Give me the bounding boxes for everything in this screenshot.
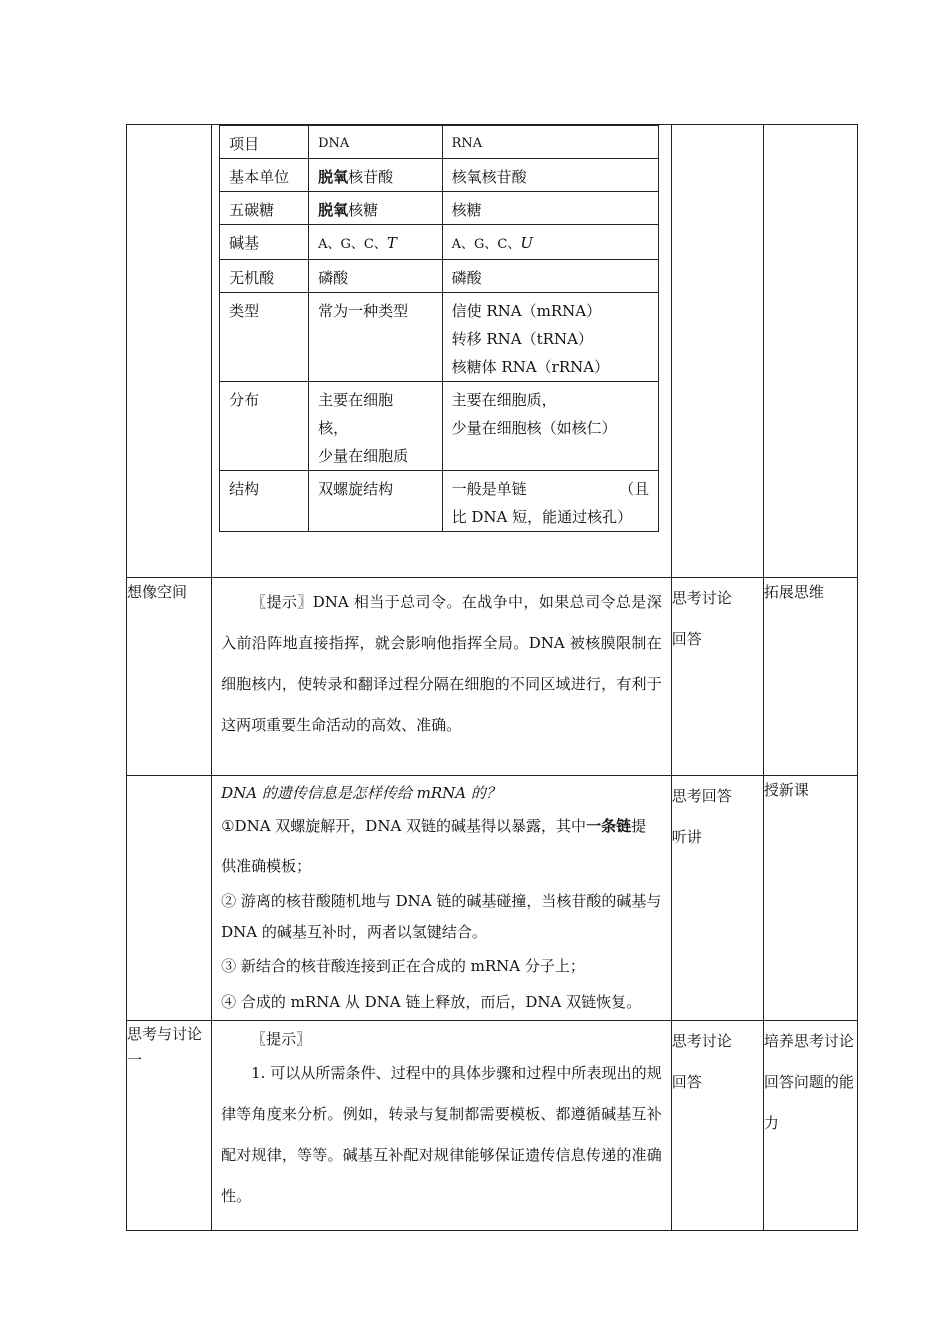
bold-text: 一条链	[586, 817, 632, 835]
comparison-activity-cell	[671, 125, 763, 578]
row-item: 结构	[220, 471, 309, 532]
row-dna-text: A、G、C、	[318, 237, 387, 252]
row-dna	[309, 225, 443, 260]
step-2: ② 游离的核苷酸随机地与 DNA 链的碱基碰撞，当核苷酸的碱基与 DNA 的碱基互补时，两者以氢键结合。	[221, 892, 662, 941]
dna-dist-line: 主要在细胞	[318, 391, 394, 409]
section-label: 想像空间	[127, 578, 212, 776]
section-label	[127, 776, 212, 1021]
row-dna: 双螺旋结构	[309, 471, 443, 532]
section-text: 1. 可以从所需条件、过程中的具体步骤和过程中所表现出的规律等角度来分析。例如，转录与复制都需要模板、都遵循碱基互补配对规律，等等。碱基互补配对规律能够保证遗传信息传递的准确性。	[221, 1064, 662, 1205]
italic-letter: T	[386, 234, 397, 252]
row-rna	[442, 382, 658, 471]
row-dna-text: 核糖	[348, 201, 379, 219]
italic-letter: U	[520, 234, 534, 252]
activity-cell	[671, 578, 763, 776]
section-content-cell	[212, 1021, 672, 1231]
purpose-cell	[763, 776, 857, 1021]
purpose-cell	[763, 578, 857, 776]
row-rna	[442, 293, 658, 382]
row-item: 类型	[220, 293, 309, 382]
rna-structure-text: （且	[619, 480, 650, 498]
step-1-continued: 供准确模板；	[221, 857, 312, 875]
row-item: 无机酸	[220, 260, 309, 293]
question-text: DNA 的遗传信息是怎样传给 mRNA 的？	[221, 784, 501, 802]
rna-dist-line: 主要在细胞质，	[451, 391, 557, 409]
step-4: ④ 合成的 mRNA 从 DNA 链上释放，而后，DNA 双链恢复。	[221, 993, 642, 1011]
step-1	[221, 806, 662, 846]
header-rna: RNA	[442, 126, 658, 159]
section-discussion	[127, 1021, 858, 1231]
step-3: ③ 新结合的核苷酸连接到正在合成的 mRNA 分子上；	[221, 957, 585, 975]
rna-type-line: 转移 RNA（tRNA）	[451, 330, 593, 348]
lesson-plan-table	[126, 124, 858, 1231]
section-text: 〖提示〗DNA 相当于总司令。在战争中，如果总司令总是深入前沿阵地直接指挥，就会影响他指挥全局。DNA 被核膜限制在细胞核内，使转录和翻译过程分隔在细胞的不同区域进行，有利于这两项重要生命活动的高效、准确。	[221, 593, 662, 734]
hint-text: 〖提示〗	[251, 1030, 312, 1048]
row-dna-text: 核苷酸	[348, 168, 394, 186]
comparison-content-cell	[212, 125, 672, 578]
row-item: 基本单位	[220, 159, 309, 192]
rna-dist-line: 少量在细胞核（如核仁）	[451, 419, 617, 437]
activity-text: 听讲	[671, 828, 702, 846]
row-rna: 核氧核苷酸	[442, 159, 658, 192]
comparison-row	[127, 125, 858, 578]
dna-dist-line: 少量在细胞质	[318, 447, 409, 465]
purpose-cell	[763, 1021, 857, 1231]
purpose-text: 授新课	[763, 781, 809, 799]
dna-rna-comparison-table	[219, 125, 659, 532]
row-item: 五碳糖	[220, 192, 309, 225]
purpose-text: 培养思考讨论回答问题的能力	[763, 1032, 854, 1132]
section-transcription	[127, 776, 858, 1021]
activity-cell	[671, 776, 763, 1021]
table-row-structure	[220, 471, 659, 532]
section-content-cell	[212, 776, 672, 1021]
header-item: 项目	[220, 126, 309, 159]
row-dna	[309, 382, 443, 471]
purpose-text: 拓展思维	[763, 583, 824, 601]
table-row-distribution	[220, 382, 659, 471]
section-label: 思考与讨论一	[127, 1021, 212, 1231]
table-row-sugar	[220, 192, 659, 225]
row-dna	[309, 192, 443, 225]
row-rna	[442, 471, 658, 532]
row-rna	[442, 225, 658, 260]
activity-cell	[671, 1021, 763, 1231]
rna-structure-text: 一般是单链	[451, 480, 527, 498]
table-row-acid	[220, 260, 659, 293]
bold-text: 脱氧	[318, 201, 349, 219]
row-rna: 磷酸	[442, 260, 658, 293]
bold-text: 脱氧	[318, 168, 349, 186]
rna-type-line: 信使 RNA（mRNA）	[451, 302, 602, 320]
row-rna-text: A、G、C、	[451, 237, 521, 252]
row-dna	[309, 159, 443, 192]
activity-text: 回答	[671, 1073, 702, 1091]
step-text: 提	[631, 817, 647, 835]
section-imagination	[127, 578, 858, 776]
comparison-label-cell	[127, 125, 212, 578]
row-dna: 常为一种类型	[309, 293, 443, 382]
activity-text: 思考讨论	[671, 589, 732, 607]
rna-structure-line: 比 DNA 短，能通过核孔）	[451, 508, 633, 526]
step-text: ①DNA 双螺旋解开，DNA 双链的碱基得以暴露，其中	[221, 817, 587, 835]
table-row-base	[220, 225, 659, 260]
row-dna: 磷酸	[309, 260, 443, 293]
rna-type-line: 核糖体 RNA（rRNA）	[451, 358, 610, 376]
header-dna: DNA	[309, 126, 443, 159]
row-item: 碱基	[220, 225, 309, 260]
table-row-type	[220, 293, 659, 382]
transcription-steps	[212, 776, 671, 1020]
comparison-purpose-cell	[763, 125, 857, 578]
activity-text: 思考回答	[671, 787, 732, 805]
row-item: 分布	[220, 382, 309, 471]
table-row-unit	[220, 159, 659, 192]
activity-text: 回答	[671, 630, 702, 648]
dna-dist-line: 核，	[318, 419, 349, 437]
section-content-cell	[212, 578, 672, 776]
activity-text: 思考讨论	[671, 1032, 732, 1050]
row-rna: 核糖	[442, 192, 658, 225]
table-row-header	[220, 126, 659, 159]
rna-structure-line	[452, 475, 649, 503]
